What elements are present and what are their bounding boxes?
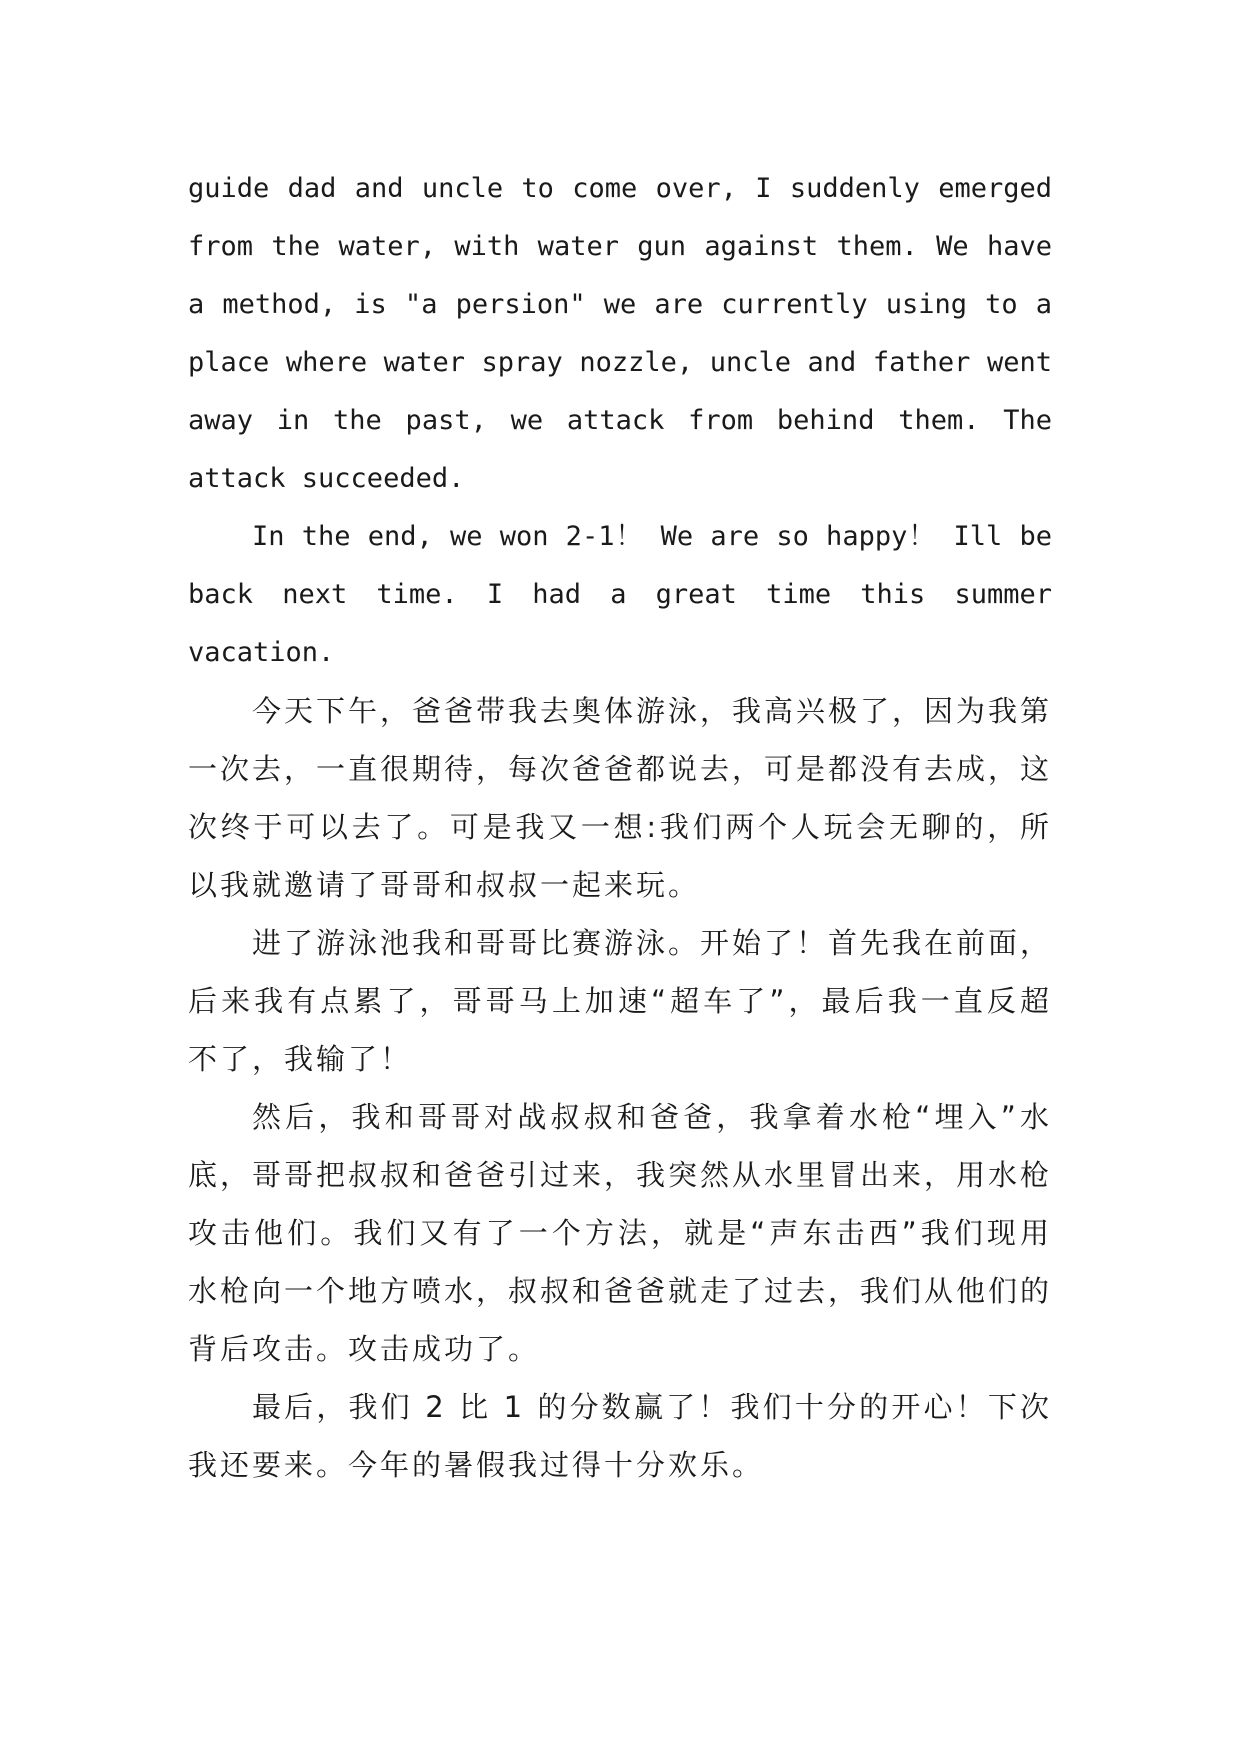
paragraph-english-1: guide dad and uncle to come over, I suddenly emerged from the water, with water gun against them. We have a method, is "a persion" we are currently using to a place where water spray nozzle, uncle and father went away in the past, we attack from behind them. The attack succeeded.: [188, 173, 1052, 494]
paragraph-english-2: In the end, we won 2-1！ We are so happy！ Ill be back next time. I had a great time this summer vacation.: [188, 521, 1052, 668]
paragraph-chinese-4: 最后，我们 2 比 1 的分数赢了！我们十分的开心！下次我还要来。今年的暑假我过得十分欢乐。: [188, 1390, 1052, 1482]
paragraph-chinese-2: 进了游泳池我和哥哥比赛游泳。开始了！首先我在前面，后来我有点累了，哥哥马上加速“超车了”，最后我一直反超不了，我输了！: [188, 926, 1053, 1076]
document-body: [188, 160, 1052, 1494]
paragraph-chinese-3: 然后，我和哥哥对战叔叔和爸爸，我拿着水枪“埋入”水底，哥哥把叔叔和爸爸引过来，我突然从水里冒出来，用水枪攻击他们。我们又有了一个方法，就是“声东击西”我们现用水枪向一个地方喷水，叔叔和爸爸就走了过去，我们从他们的背后攻击。攻击成功了。: [188, 1100, 1053, 1366]
paragraph-chinese-1: 今天下午，爸爸带我去奥体游泳，我高兴极了，因为我第一次去，一直很期待，每次爸爸都说去，可是都没有去成，这次终于可以去了。可是我又一想:我们两个人玩会无聊的，所以我就邀请了哥哥和叔叔一起来玩。: [188, 694, 1053, 902]
